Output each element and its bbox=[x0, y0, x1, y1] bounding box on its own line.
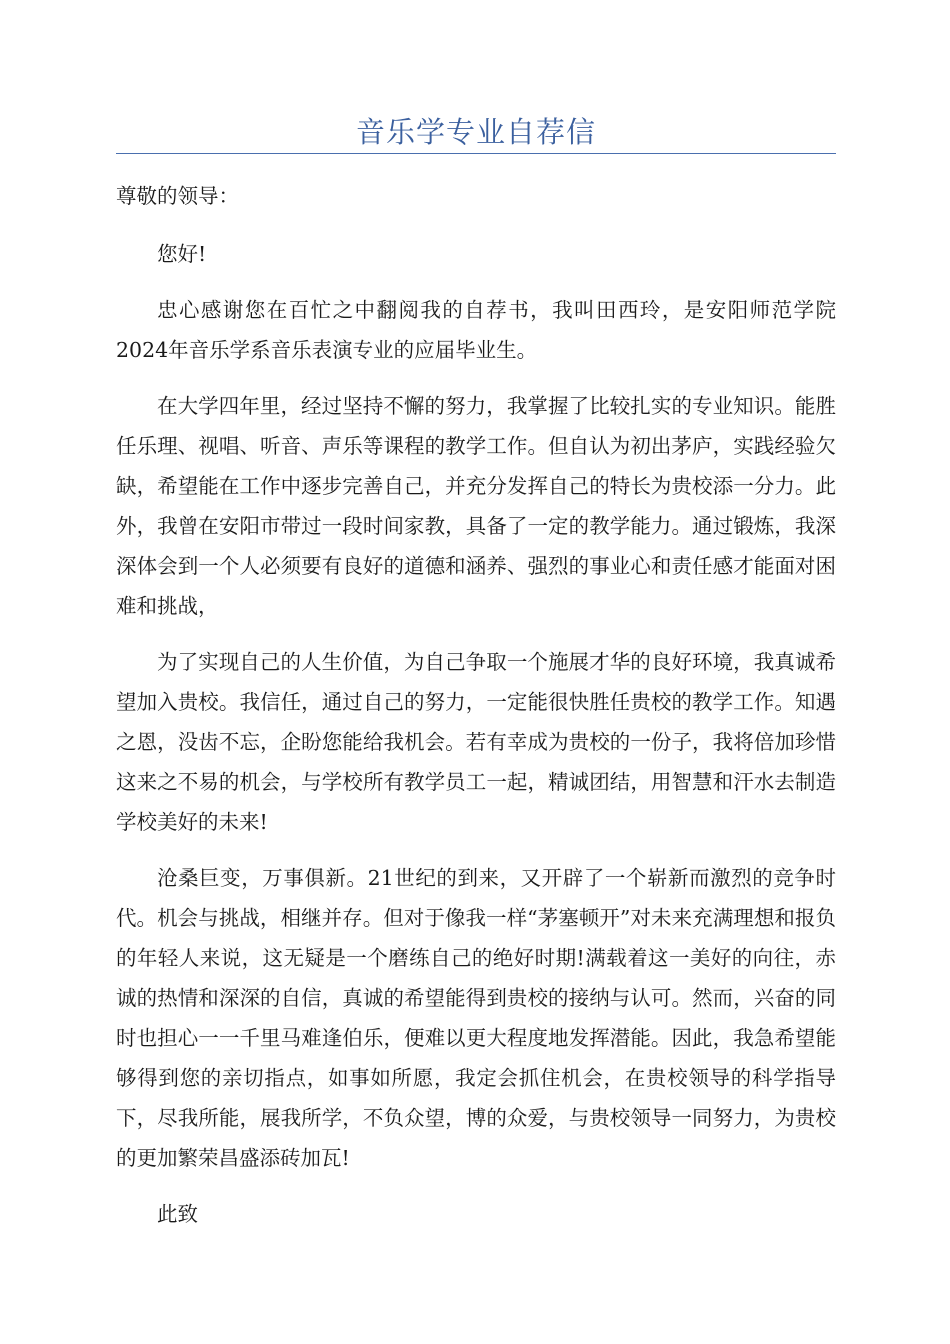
greeting: 您好! bbox=[157, 242, 207, 266]
paragraph-aspiration: 为了实现自己的人生价值，为自己争取一个施展才华的良好环境，我真诚希望加入贵校。我信任，通过自己的努力，一定能很快胜任贵校的教学工作。知遇之恩，没齿不忘，企盼您能给我机会。若有幸成为贵校的一份子，我将倍加珍惜这来之不易的机会，与学校所有教学员工一起，精诚团结，用智慧和汗水去制造学校美好的未来! bbox=[116, 650, 836, 834]
paragraph-era: 沧桑巨变，万事俱新。21世纪的到来，又开辟了一个崭新而激烈的竞争时代。机会与挑战，相继并存。但对于像我一样“茅塞顿开”对未来充满理想和报负的年轻人来说，这无疑是一个磨练自己的绝好时期!满载着这一美好的向往，赤诚的热情和深深的自信，真诚的希望能得到贵校的接纳与认可。然而，兴奋的同时也担心一一千里马难逢伯乐，便难以更大程度地发挥潜能。因此，我急希望能够得到您的亲切指点，如事如所愿，我定会抓住机会，在贵校领导的科学指导下，尽我所能，展我所学，不负众望，博的众爱，与贵校领导一同努力，为贵校的更加繁荣昌盛添砖加瓦! bbox=[116, 866, 836, 1170]
paragraph-intro: 忠心感谢您在百忙之中翻阅我的自荐书，我叫田西玲，是安阳师范学院2024年音乐学系音乐表演专业的应届毕业生。 bbox=[116, 298, 836, 362]
paragraph-study: 在大学四年里，经过坚持不懈的努力，我掌握了比较扎实的专业知识。能胜任乐理、视唱、听音、声乐等课程的教学工作。但自认为初出茅庐，实践经验欠缺，希望能在工作中逐步完善自己，并充分发挥自己的特长为贵校添一分力。此外，我曾在安阳市带过一段时间家教，具备了一定的教学能力。通过锻炼，我深深体会到一个人必须要有良好的道德和涵养、强烈的事业心和责任感才能面对困难和挑战， bbox=[116, 394, 836, 618]
letter-body bbox=[116, 176, 836, 1250]
salutation: 尊敬的领导： bbox=[116, 184, 239, 208]
title-underline bbox=[116, 153, 836, 154]
closing: 此致 bbox=[157, 1202, 198, 1226]
document-title: 音乐学专业自荐信 bbox=[355, 115, 596, 149]
